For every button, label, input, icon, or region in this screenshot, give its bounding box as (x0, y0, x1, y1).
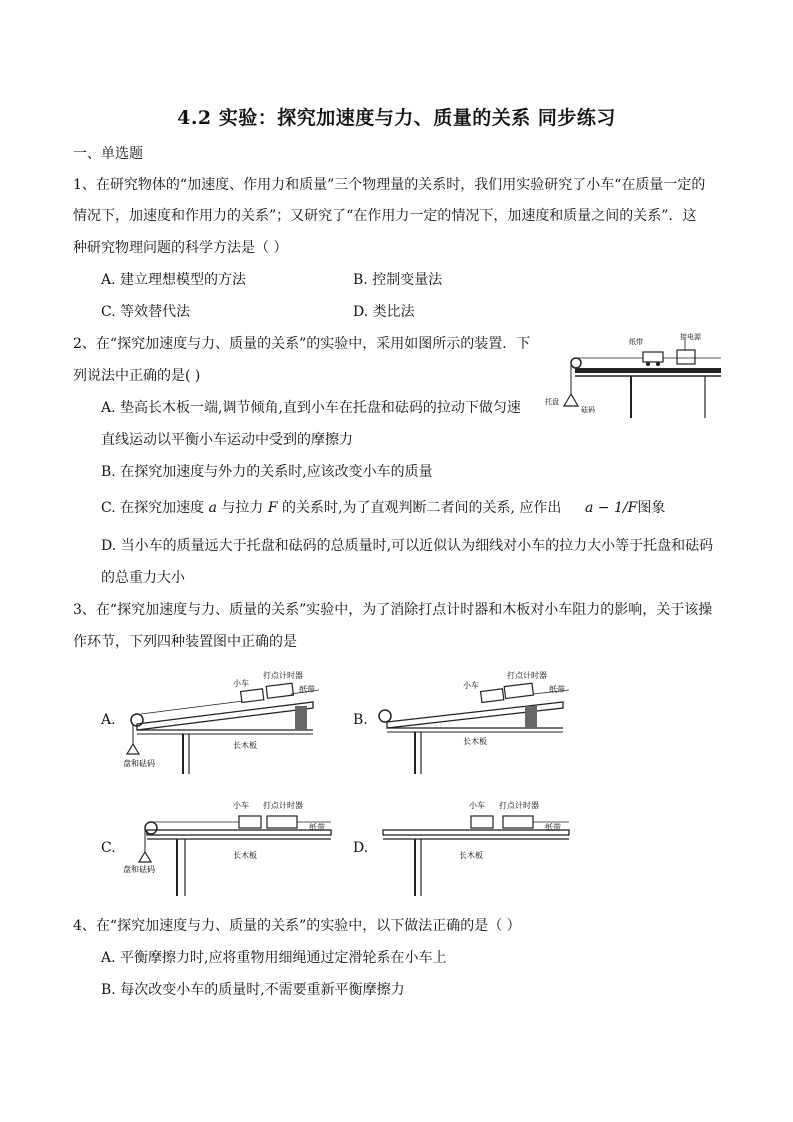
q2-option-c-a: a (208, 500, 217, 516)
svg-text:长木板: 长木板 (459, 851, 483, 860)
svg-text:长木板: 长木板 (233, 851, 257, 860)
q2-pulley (571, 358, 581, 368)
q2-label-power: 接电源 (680, 333, 701, 341)
svg-text:打点计时器: 打点计时器 (263, 671, 303, 680)
svg-text:长木板: 长木板 (463, 737, 487, 746)
q1-line-1: 1、在研究物体的“加速度、作用力和质量”三个物理量的关系时，我们用实验研究了小车“在质量一定的 (73, 177, 706, 193)
q2-option-c (101, 500, 561, 516)
q3-label-b: B. (353, 712, 368, 728)
q3-figure-a (123, 664, 323, 776)
svg-text:小车: 小车 (463, 681, 479, 690)
q3-figure-d (373, 796, 573, 896)
svg-text:盘和砝码: 盘和砝码 (123, 865, 155, 874)
q1-option-b: B. 控制变量法 (353, 272, 443, 288)
svg-text:打点计时器: 打点计时器 (507, 671, 547, 680)
svg-text:纸带: 纸带 (549, 685, 565, 694)
q3-c-weights (139, 852, 151, 862)
q3-figure-b (373, 664, 573, 776)
q2-line-2: 列说法中正确的是( ) (73, 368, 201, 384)
q3-c-board (147, 830, 331, 835)
q1-option-d: D. 类比法 (353, 304, 415, 320)
svg-text:小车: 小车 (469, 801, 485, 810)
svg-text:小车: 小车 (233, 679, 249, 688)
q2-option-a-line-1: A. 垫高长木板一端,调节倾角,直到小车在托盘和砝码的拉动下做匀速 (101, 400, 521, 416)
section-heading: 一、单选题 (73, 146, 143, 162)
q3-label-c: C. (101, 840, 116, 856)
q1-option-c: C. 等效替代法 (101, 304, 191, 320)
q3-b-cart (481, 689, 504, 703)
q3-a-cart (241, 689, 264, 703)
q2-table-top (575, 368, 721, 373)
q2-label-weights: 砝码 (581, 406, 595, 414)
q3-a-weights (127, 744, 139, 754)
q3-b-pulley (379, 710, 391, 722)
q3-label-a: A. (101, 712, 116, 728)
q3-c-cart (239, 816, 261, 828)
q3-b-shim (525, 706, 537, 728)
svg-text:打点计时器: 打点计时器 (499, 801, 539, 810)
svg-text:小车: 小车 (233, 801, 249, 810)
svg-text:纸带: 纸带 (309, 823, 325, 832)
q2-timer (677, 350, 695, 364)
q2-line-1: 2、在“探究加速度与力、质量的关系”的实验中，采用如图所示的装置．下 (73, 336, 531, 352)
q3-a-timer (266, 683, 293, 698)
q2-option-c-graph (585, 500, 665, 516)
q1-line-3: 种研究物理问题的科学方法是（ ） (73, 240, 288, 256)
page-title: 4.2 实验：探究加速度与力、质量的关系 同步练习 (177, 107, 616, 129)
q2-option-c-pre: C. 在探究加速度 (101, 500, 209, 516)
q2-option-c-formula: a − 1/F (585, 500, 638, 516)
q3-label-d: D. (353, 840, 369, 856)
q3-d-cart (471, 816, 493, 828)
q3-d-timer (503, 816, 533, 828)
q2-option-d-line-1: D. 当小车的质量远大于托盘和砝码的总质量时,可以近似认为细线对小车的拉力大小等于托盘和砝码 (101, 538, 714, 554)
q2-option-c-end: 图象 (637, 500, 666, 516)
q3-d-board (383, 830, 569, 835)
q2-option-c-f: F (267, 500, 278, 516)
q3-c-timer (267, 816, 297, 828)
q2-cart (643, 352, 663, 362)
q3-a-board (137, 702, 313, 730)
q3-line-2: 作环节，下列四种装置图中正确的是 (73, 634, 297, 650)
q4-line: 4、在“探究加速度与力、质量的关系”的实验中，以下做法正确的是（ ） (73, 918, 521, 934)
q2-apparatus-figure (545, 332, 723, 420)
q4-option-b: B. 每次改变小车的质量时,不需要重新平衡摩擦力 (101, 982, 405, 998)
svg-text:长木板: 长木板 (233, 741, 257, 750)
q2-option-c-post: 的关系时,为了直观判断二者间的关系, 应作出 (277, 500, 562, 516)
q1-line-2: 情况下，加速度和作用力的关系”；又研究了“在作用力一定的情况下，加速度和质量之间的关系”．这 (73, 208, 697, 224)
svg-text:盘和砝码: 盘和砝码 (123, 759, 155, 768)
q2-tray (564, 394, 578, 406)
q2-option-c-mid: 与拉力 (216, 500, 268, 516)
q1-option-a: A. 建立理想模型的方法 (101, 272, 247, 288)
q2-label-paper: 纸带 (629, 338, 643, 346)
svg-text:纸带: 纸带 (545, 823, 561, 832)
q4-option-a: A. 平衡摩擦力时,应将重物用细绳通过定滑轮系在小车上 (101, 950, 447, 966)
svg-text:纸带: 纸带 (299, 685, 315, 694)
q3-b-timer (504, 683, 533, 698)
q3-line-1: 3、在“探究加速度与力、质量的关系”实验中，为了消除打点计时器和木板对小车阻力的影响，关于该操 (73, 602, 713, 618)
q2-option-a-line-2: 直线运动以平衡小车运动中受到的摩擦力 (101, 432, 353, 448)
q2-label-tray: 托盘 (545, 398, 559, 406)
q2-option-b: B. 在探究加速度与外力的关系时,应该改变小车的质量 (101, 464, 433, 480)
q2-option-d-line-2: 的总重力大小 (101, 570, 185, 586)
q3-a-shim (295, 706, 307, 730)
q3-figure-c (123, 796, 333, 896)
svg-text:打点计时器: 打点计时器 (263, 801, 303, 810)
